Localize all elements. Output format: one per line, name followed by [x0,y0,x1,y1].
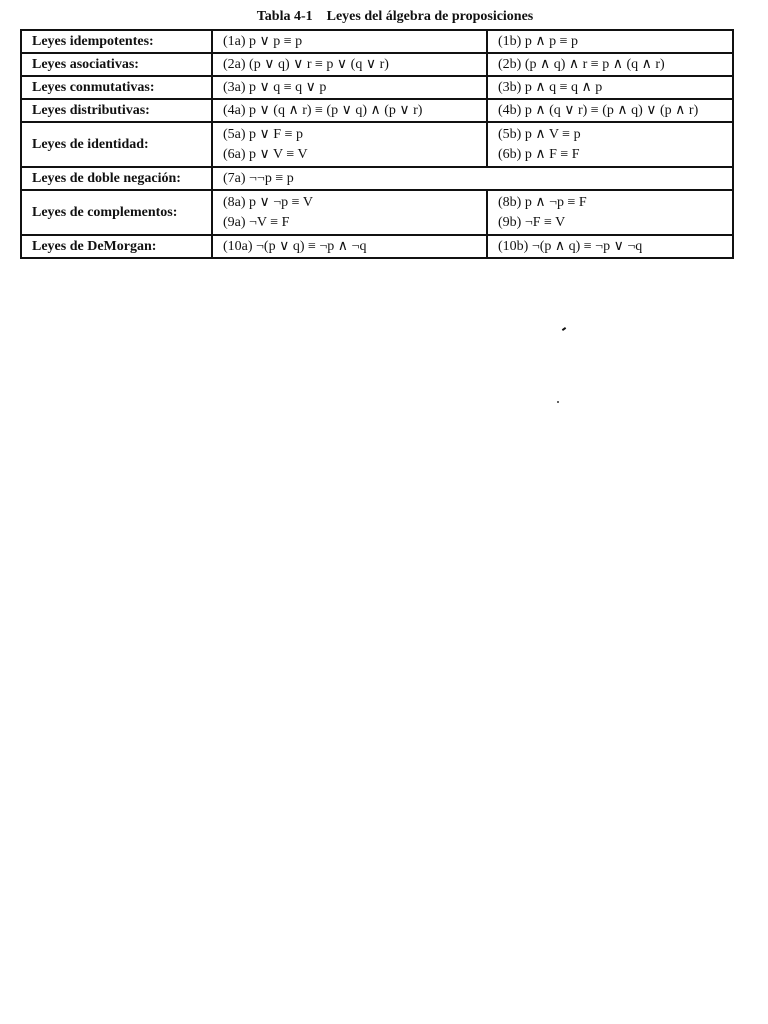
law-formula: (4a) p ∨ (q ∧ r) ≡ (p ∨ q) ∧ (p ∨ r) [223,102,423,118]
law-formula: (2a) (p ∨ q) ∨ r ≡ p ∨ (q ∨ r) [223,56,389,72]
table-row [21,235,733,258]
law-formula-a-cell [212,99,487,122]
law-formula-b-cell [487,235,733,258]
law-formula: (10b) ¬(p ∧ q) ≡ ¬p ∨ ¬q [498,238,643,254]
law-name-cell: Leyes de doble negación: [21,167,212,190]
law-formula: (3a) p ∨ q ≡ q ∨ p [223,79,327,95]
stray-mark [562,327,566,331]
law-formula: (3b) p ∧ q ≡ q ∧ p [498,79,603,95]
law-formula-b-cell [487,76,733,99]
law-formula-b-cell [487,190,733,235]
law-formula-b-cell [487,99,733,122]
law-name-cell: Leyes de identidad: [21,122,212,167]
law-formula-b-cell [487,30,733,53]
law-name-cell: Leyes conmutativas: [21,76,212,99]
law-formula: (1b) p ∧ p ≡ p [498,33,578,49]
law-name-cell: Leyes de DeMorgan: [21,235,212,258]
law-formula: (9a) ¬V ≡ F [223,214,290,230]
law-formula-a-cell [212,53,487,76]
law-name-cell: Leyes de complementos: [21,190,212,235]
law-formula-a-cell [212,235,487,258]
law-formula: (2b) (p ∧ q) ∧ r ≡ p ∧ (q ∧ r) [498,56,665,72]
law-formula: (4b) p ∧ (q ∨ r) ≡ (p ∧ q) ∨ (p ∧ r) [498,102,699,118]
law-formula-a-cell [212,76,487,99]
law-formula: (10a) ¬(p ∨ q) ≡ ¬p ∧ ¬q [223,238,367,254]
law-formula: (8a) p ∨ ¬p ≡ V [223,194,313,210]
laws-table-body [21,30,733,258]
law-formula: (1a) p ∨ p ≡ p [223,33,303,49]
law-formula-a-cell [212,30,487,53]
law-formula: (5b) p ∧ V ≡ p [498,126,581,142]
table-row [21,76,733,99]
table-row [21,190,733,235]
law-formula-b-cell [487,53,733,76]
law-formula-a-cell [212,167,733,190]
law-formula-a-cell [212,122,487,167]
law-formula: (7a) ¬¬p ≡ p [223,170,294,186]
law-name-cell: Leyes asociativas: [21,53,212,76]
law-formula: (6a) p ∨ V ≡ V [223,146,308,162]
table-row [21,167,733,190]
law-formula-b-cell [487,122,733,167]
law-formula: (8b) p ∧ ¬p ≡ F [498,194,587,210]
table-caption: Tabla 4-1 Leyes del álgebra de proposiciones [256,9,534,24]
law-name-cell: Leyes distributivas: [21,99,212,122]
law-formula: (9b) ¬F ≡ V [498,214,566,230]
law-name-cell: Leyes idempotentes: [21,30,212,53]
law-formula: (6b) p ∧ F ≡ F [498,146,580,162]
law-formula: (5a) p ∨ F ≡ p [223,126,303,142]
laws-table [20,29,734,259]
table-row [21,53,733,76]
table-row [21,99,733,122]
law-formula-a-cell [212,190,487,235]
table-row [21,122,733,167]
table-row [21,30,733,53]
stray-dot [557,401,559,403]
